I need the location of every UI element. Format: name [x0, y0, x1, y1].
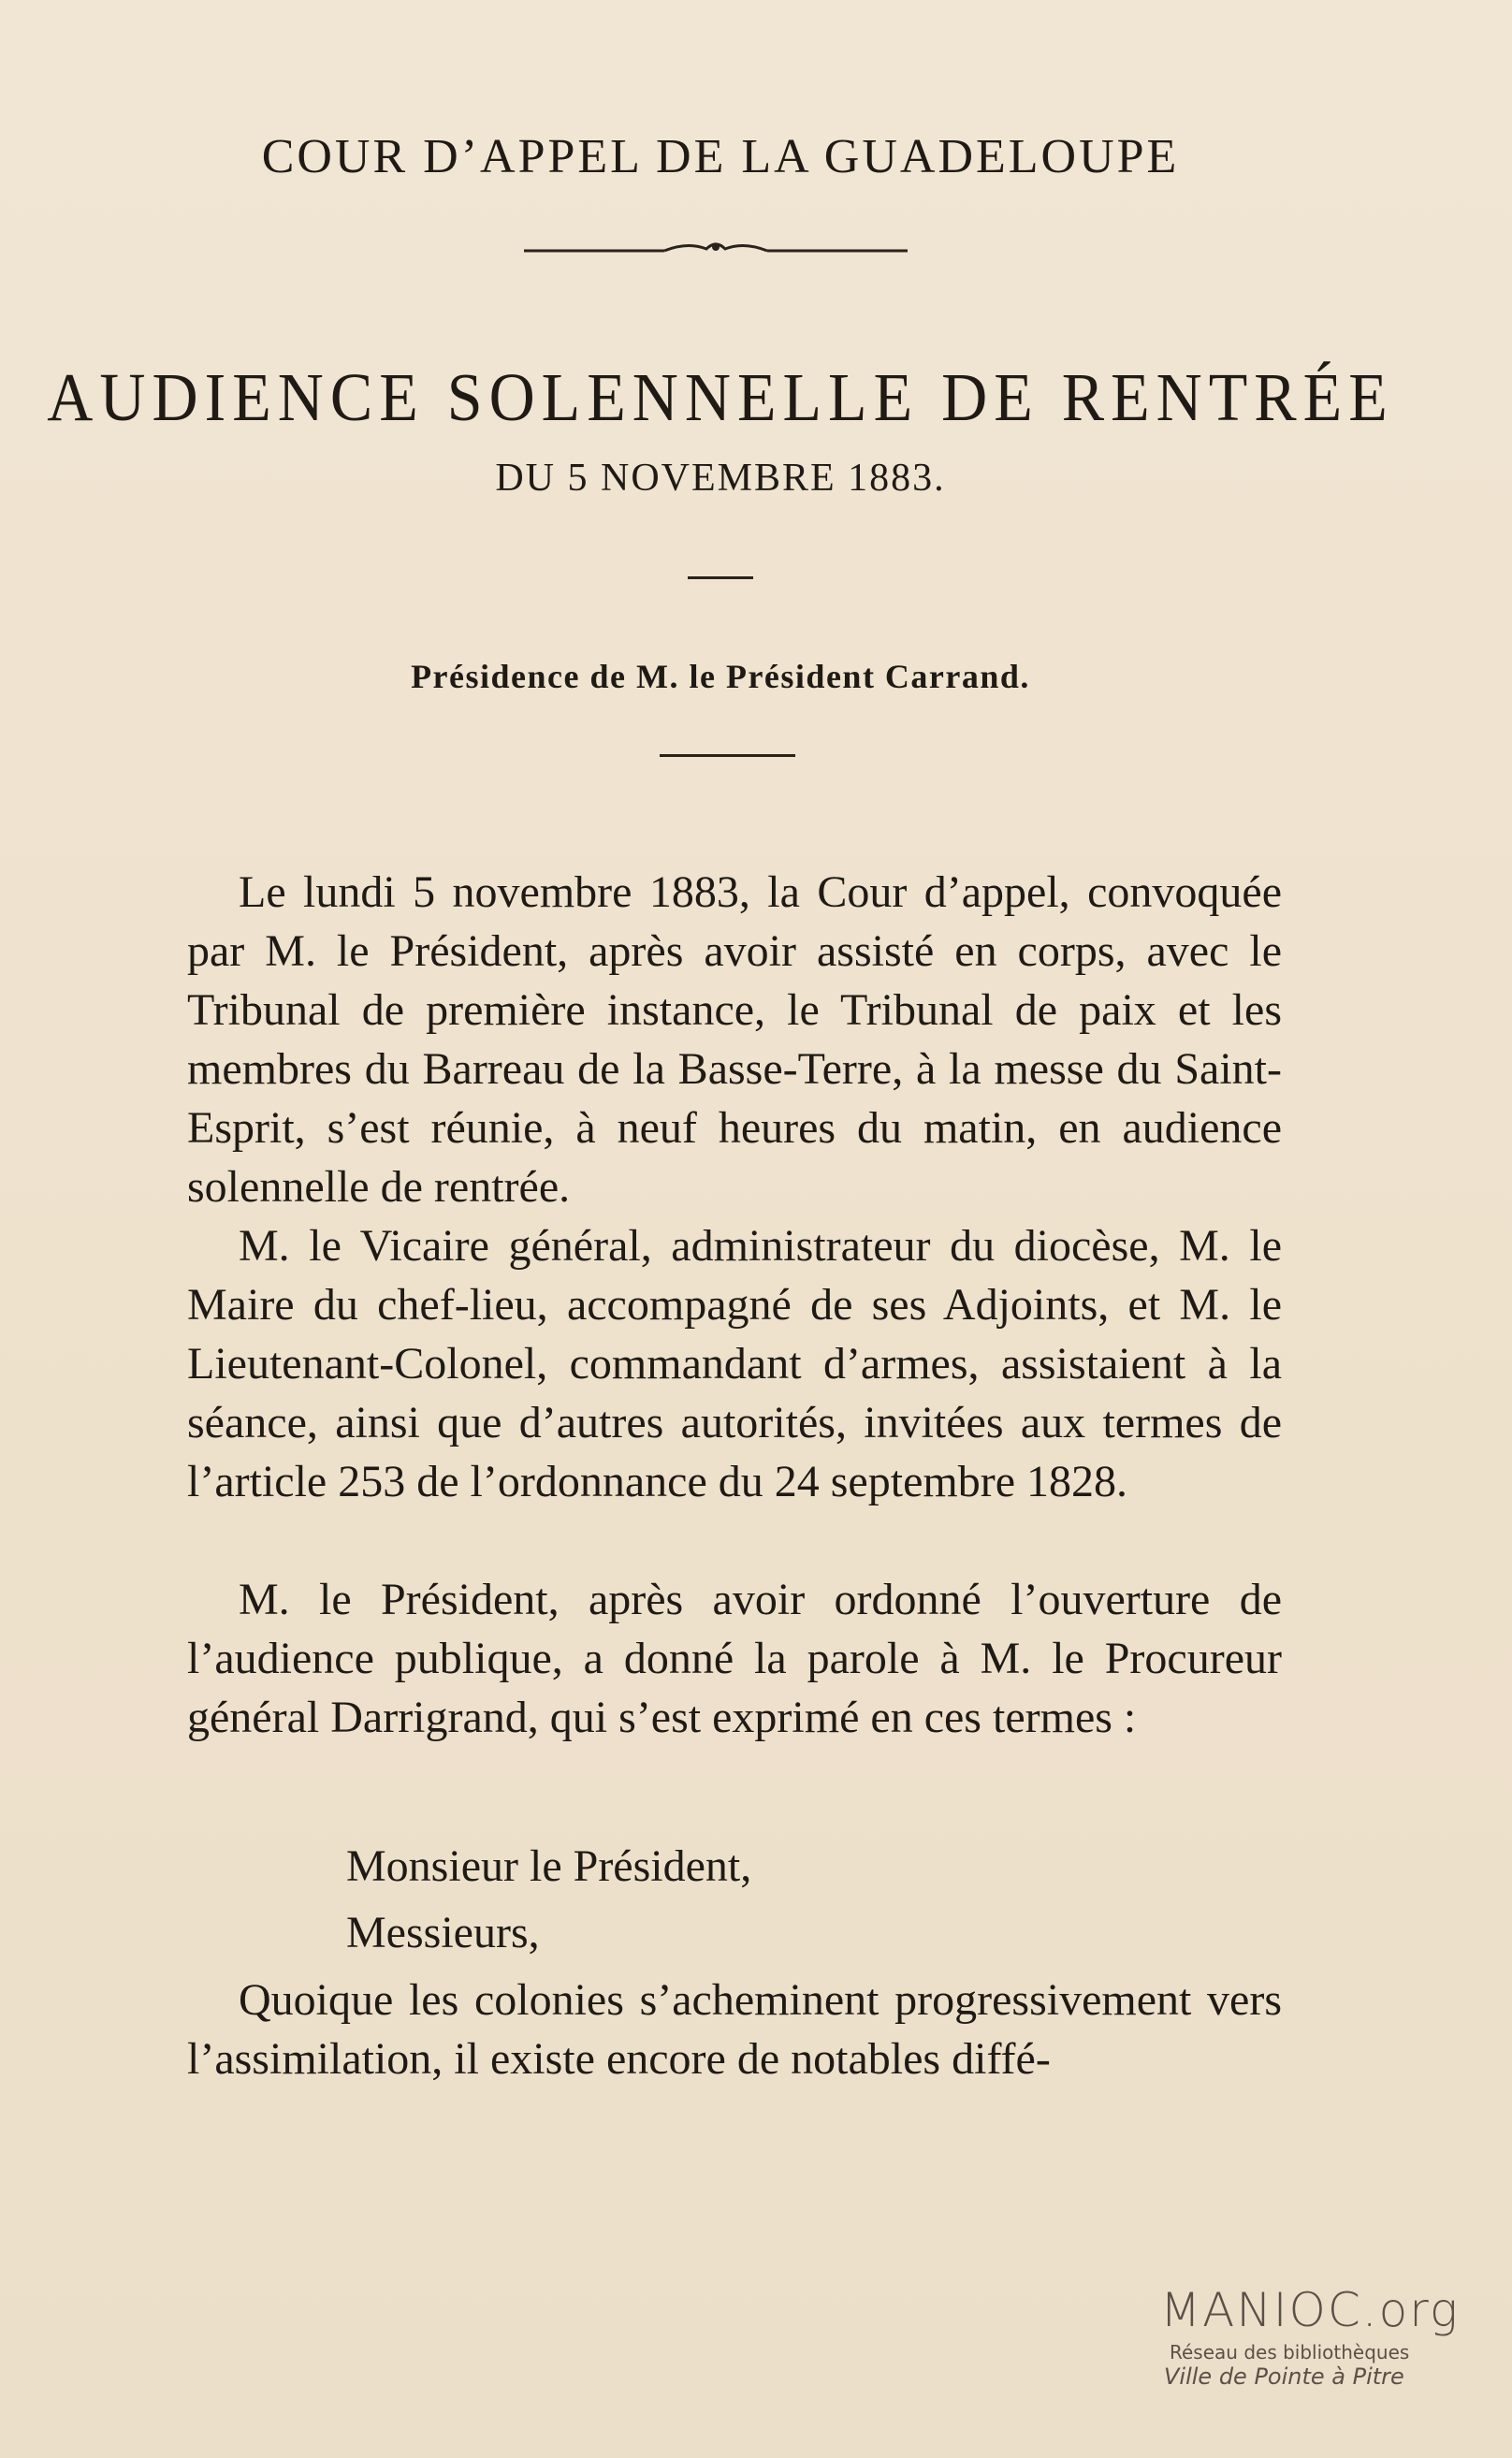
- ornament-divider: [524, 236, 908, 264]
- court-heading: COUR D’APPEL DE LA GUADELOUPE: [261, 130, 1180, 183]
- short-rule: [688, 576, 753, 579]
- short-rule: [660, 754, 795, 757]
- salutation-president: Monsieur le Président,: [346, 1841, 752, 1891]
- watermark-line-1: Réseau des bibliothèques: [1170, 2341, 1410, 2363]
- body-paragraph: [187, 1971, 1282, 2088]
- presidency-line: Présidence de M. le Président Carrand.: [411, 658, 1030, 695]
- audience-title: AUDIENCE SOLENNELLE DE RENTRÉE: [47, 357, 1394, 435]
- paragraph-text: M. le Vicaire général, administrateur du diocèse, M. le Maire du chef-lieu, accompagné de ses Adjoints, et M. le Lieutenant-Colonel, commandant d’armes, assistaient à la séance, ainsi que d’autres autorités, invitées aux termes de l’article 253 de l’ordonnance du 24 septembre 1828.: [187, 1221, 1282, 1506]
- watermark-logo: MANIOC.org: [1160, 2283, 1460, 2337]
- paragraph-text: Le lundi 5 novembre 1883, la Cour d’appel, convoquée par M. le Président, après avoir assisté en corps, avec le Tribunal de première instance, le Tribunal de paix et les membres du Barreau de la Basse-Terre, à la messe du Saint-Esprit, s’est réunie, à neuf heures du matin, en audience solennelle de rentrée.: [187, 867, 1282, 1212]
- body-paragraph: [187, 1216, 1282, 1511]
- paragraph-text: M. le Président, après avoir ordonné l’ouverture de l’audience publique, a donné la parole à M. le Procureur général Darrigrand, qui s’est exprimé en ces termes :: [187, 1575, 1282, 1742]
- manioc-watermark: [1160, 2283, 1478, 2390]
- watermark-line-2: Ville de Pointe à Pitre: [1164, 2363, 1404, 2390]
- body-paragraph: [187, 1570, 1282, 1747]
- salutation-messieurs: Messieurs,: [346, 1908, 540, 1957]
- body-paragraph: [187, 863, 1282, 1216]
- paragraph-text: Quoique les colonies s’acheminent progressivement vers l’assimilation, il existe encore de notables diffé-: [187, 1975, 1282, 2084]
- date-line: DU 5 NOVEMBRE 1883.: [495, 457, 946, 500]
